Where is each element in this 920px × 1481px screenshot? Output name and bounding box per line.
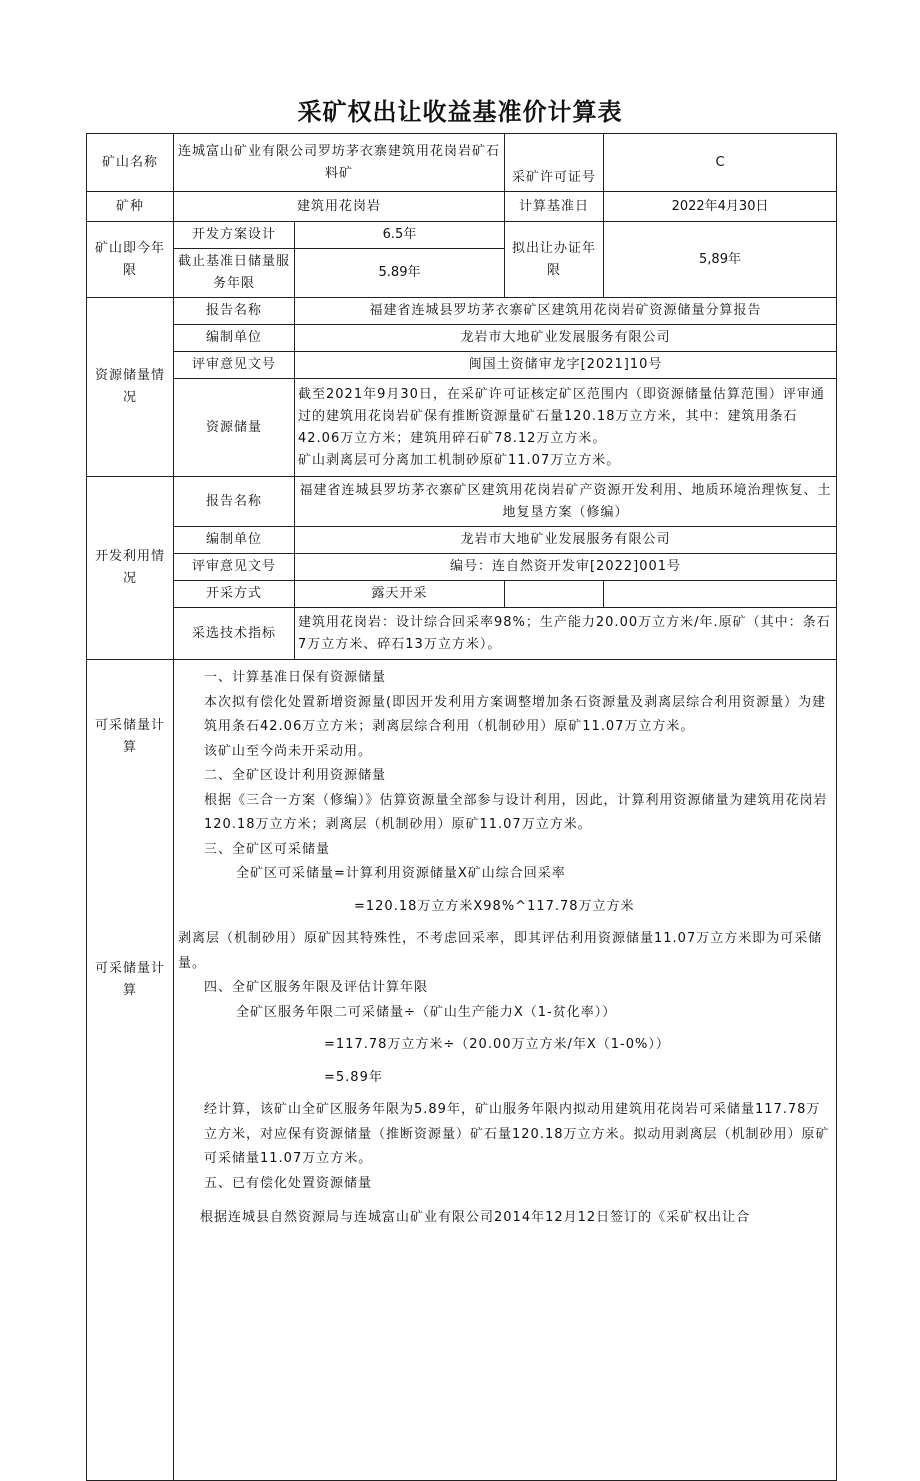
plan-design-label: 开发方案设计 [174, 222, 295, 249]
table-row [87, 527, 837, 554]
table-row [87, 379, 837, 477]
mineral-label: 矿种 [87, 192, 174, 222]
table-row [87, 581, 837, 608]
resource-reserve-value [295, 379, 837, 477]
calc-paragraph: 本次拟有偿化处置新增资源量(即因开发利用方案调整增加条石资源量及剥离层综合利用资源量）为建筑用条石42.06万立方米；剥离层综合利用（机制砂用）原矿11.07万立方米。 [204, 694, 827, 734]
dev-report-name-label: 报告名称 [174, 477, 295, 527]
reserve-line: 截至2021年9月30日，在采矿许可证核定矿区范围内（即资源储量估算范围）评审通过的建筑用花岗岩矿保有推断资源量矿石量120.18万立方米，其中：建筑用条石42.06万立方米；建筑用碎石矿78.12万立方米。 [298, 386, 825, 446]
table-row [87, 352, 837, 379]
mineral-value: 建筑用花岗岩 [174, 192, 505, 222]
calc-paragraph: 剥离层（机制砂用）原矿因其特殊性，不考虑回采率，即其评估利用资源储量11.07万立方米即为可采储量。 [178, 931, 823, 971]
dev-unit-label: 编制单位 [174, 527, 295, 554]
calc-label-1: 可采储量计算 [94, 718, 165, 755]
mine-name-value: 连城富山矿业有限公司罗坊茅衣寨建筑用花岗岩矿石料矿 [174, 134, 505, 192]
resource-review-label: 评审意见文号 [174, 352, 295, 379]
mine-name-label: 矿山名称 [87, 134, 174, 192]
dev-report-name-value: 福建省连城县罗坊茅衣寨矿区建筑用花岗岩矿产资源开发利用、地质环境治理恢复、土地复垦方案（修编） [295, 477, 837, 527]
resource-unit-label: 编制单位 [174, 325, 295, 352]
resource-reserve-label: 资源储量 [174, 379, 295, 477]
base-date-label: 计算基准日 [505, 192, 604, 222]
tech-value: 建筑用花岗岩：设计综合回采率98%；生产能力20.00万立方米/年.原矿（其中：条石7万立方米、碎石13万立方米）。 [295, 608, 837, 660]
table-row [87, 477, 837, 527]
table-row [87, 660, 837, 1481]
table-row [87, 192, 837, 222]
mining-method-label: 开采方式 [174, 581, 295, 608]
calc-heading-4: 四、全矿区服务年限及评估计算年限 [204, 980, 429, 995]
calc-heading-3: 三、全矿区可采储量 [204, 841, 331, 857]
calc-paragraph: 经计算，该矿山全矿区服务年限为5.89年，矿山服务年限内拟动用建筑用花岗岩可采储量117.78万立方米，对应保有资源储量（推断资源量）矿石量120.18万立方米。拟动用剥离层（机制砂用）原矿可采储量11.07万立方米。 [204, 1102, 830, 1166]
resource-report-name-value: 福建省连城县罗坊茅衣寨矿区建筑用花岗岩矿资源储量分算报告 [295, 298, 837, 325]
permit-value: C [604, 134, 837, 192]
tech-label: 采选技术指标 [174, 608, 295, 660]
calc-heading-1: 一、计算基准日保有资源储量 [204, 670, 387, 685]
resource-section-label: 资源储量情况 [87, 298, 174, 477]
calc-label-cell [87, 660, 174, 1481]
calc-formula: =120.18万立方米X98%^117.78万立方米 [354, 898, 635, 914]
empty-cell [505, 581, 604, 608]
mining-method-value: 露天开采 [295, 581, 505, 608]
base-date-value: 2022年4月30日 [604, 192, 837, 222]
dev-review-label: 评审意见文号 [174, 554, 295, 581]
calc-formula: 全矿区服务年限二可采储量÷（矿山生产能力X（1-贫化率）） [236, 1004, 617, 1020]
proposed-value: 5,89年 [604, 222, 837, 298]
calc-formula: =117.78万立方米÷（20.00万立方米/年X（1-0%）） [324, 1037, 670, 1052]
proposed-label: 拟出让办证年限 [505, 222, 604, 298]
reserve-line: 矿山剥离层可分离加工机制砂原矿11.07万立方米。 [298, 452, 621, 468]
resource-review-value: 闽国土资储审龙字[2021]10号 [295, 352, 837, 379]
permit-label: 采矿许可证号 [505, 134, 604, 192]
continuation-text: 根据连城县自然资源局与连城富山矿业有限公司2014年12月12日签订的《采矿权出让合 [200, 1210, 751, 1225]
calc-heading-2: 二、全矿区设计利用资源储量 [204, 768, 387, 783]
remaining-label: 截止基准日储量服务年限 [174, 249, 295, 298]
development-section-label: 开发利用情况 [87, 477, 174, 660]
table-row [87, 298, 837, 325]
calc-formula: 全矿区可采储量=计算利用资源储量X矿山综合回采率 [236, 866, 566, 881]
calculation-table [86, 133, 837, 1481]
remaining-value: 5.89年 [295, 249, 505, 298]
calc-label-2: 可采储量计算 [94, 961, 165, 998]
table-row [87, 134, 837, 192]
calc-content [174, 660, 837, 1481]
mine-life-label: 矿山即今年限 [87, 222, 174, 298]
table-row [87, 608, 837, 660]
resource-report-name-label: 报告名称 [174, 298, 295, 325]
table-row [87, 222, 837, 249]
dev-review-value: 编号：连自然资开发审[2022]001号 [295, 554, 837, 581]
calc-heading-5: 五、已有偿化处置资源储量 [204, 1175, 373, 1191]
calc-paragraph: 根据《三合一方案（修编）》估算资源量全部参与设计利用，因此，计算利用资源储量为建筑用花岗岩120.18万立方米；剥离层（机制砂用）原矿11.07万立方米。 [204, 792, 828, 832]
plan-design-value: 6.5年 [295, 222, 505, 249]
table-row [87, 554, 837, 581]
page-title: 采矿权出让收益基准价计算表 [297, 98, 623, 126]
table-row [87, 325, 837, 352]
resource-unit-value: 龙岩市大地矿业发展服务有限公司 [295, 325, 837, 352]
empty-cell [604, 581, 837, 608]
calc-formula: =5.89年 [324, 1069, 383, 1085]
dev-unit-value: 龙岩市大地矿业发展服务有限公司 [295, 527, 837, 554]
calc-paragraph: 该矿山至今尚未开采动用。 [204, 743, 373, 759]
